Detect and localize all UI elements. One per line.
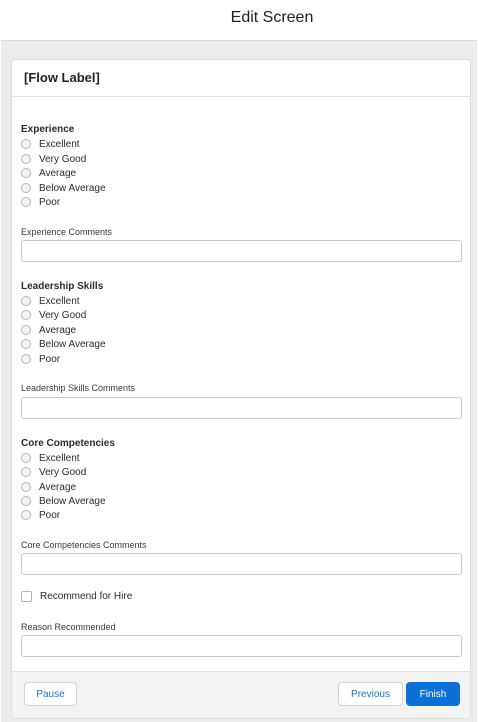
leadership-option-poor[interactable]: [21, 352, 60, 366]
radio-label: Below Average: [39, 182, 106, 194]
radio-icon[interactable]: [21, 168, 31, 178]
radio-icon[interactable]: [21, 339, 31, 349]
radio-label: Average: [39, 167, 77, 179]
radio-icon[interactable]: [21, 453, 31, 463]
radio-icon[interactable]: [21, 325, 31, 335]
radio-icon[interactable]: [21, 139, 31, 149]
reason-recommended-label: Reason Recommended: [21, 622, 116, 632]
radio-label: Poor: [39, 196, 61, 208]
recommend-for-hire-label: Recommend for Hire: [40, 591, 133, 602]
leadership-option-excellent[interactable]: [21, 294, 80, 308]
experience-option-average[interactable]: [21, 166, 76, 180]
radio-label: Very Good: [39, 153, 87, 165]
leadership-option-very-good[interactable]: [21, 308, 86, 322]
radio-icon[interactable]: [21, 183, 31, 193]
radio-icon[interactable]: [21, 197, 31, 207]
radio-icon[interactable]: [21, 510, 31, 520]
core-option-below-average[interactable]: [21, 494, 106, 508]
radio-icon[interactable]: [21, 482, 31, 492]
leadership-comments-label: Leadership Skills Comments: [21, 383, 136, 393]
experience-comments-label: Experience Comments: [21, 227, 113, 237]
radio-label: Average: [39, 481, 77, 493]
core-comments-label: Core Competencies Comments: [21, 540, 147, 550]
flow-screen-card: [11, 59, 471, 719]
radio-label: Very Good: [39, 466, 87, 478]
core-option-excellent[interactable]: [21, 451, 80, 465]
experience-comments-input[interactable]: [21, 240, 462, 262]
radio-label: Poor: [39, 353, 61, 365]
radio-icon[interactable]: [21, 354, 31, 364]
radio-icon[interactable]: [21, 296, 31, 306]
radio-label: Below Average: [39, 338, 106, 350]
radio-label: Excellent: [39, 452, 80, 464]
previous-button[interactable]: Previous: [338, 682, 403, 706]
checkbox-icon[interactable]: [21, 591, 32, 602]
radio-label: Average: [39, 324, 77, 336]
radio-icon[interactable]: [21, 496, 31, 506]
core-competencies-label: Core Competencies: [21, 438, 115, 449]
core-option-poor[interactable]: [21, 508, 60, 522]
top-bar: [0, 0, 478, 40]
finish-button[interactable]: Finish: [406, 682, 460, 706]
experience-option-excellent[interactable]: [21, 137, 80, 151]
leadership-comments-input[interactable]: [21, 397, 462, 419]
radio-icon[interactable]: [21, 467, 31, 477]
leadership-option-average[interactable]: [21, 323, 76, 337]
reason-recommended-input[interactable]: [21, 635, 462, 657]
experience-option-poor[interactable]: [21, 195, 60, 209]
experience-option-very-good[interactable]: [21, 152, 86, 166]
recommend-for-hire-row[interactable]: [21, 591, 132, 602]
experience-label: Experience: [21, 124, 75, 135]
radio-icon[interactable]: [21, 154, 31, 164]
core-option-very-good[interactable]: [21, 465, 86, 479]
radio-label: Excellent: [39, 295, 80, 307]
screen-canvas: [1, 40, 477, 722]
pause-button[interactable]: Pause: [24, 682, 77, 706]
radio-label: Poor: [39, 509, 61, 521]
card-footer: [12, 671, 470, 718]
window-title: Edit Screen: [230, 9, 314, 26]
leadership-skills-label: Leadership Skills: [21, 281, 104, 292]
card-header: [12, 60, 470, 97]
flow-label: [Flow Label]: [24, 70, 100, 85]
radio-label: Below Average: [39, 495, 106, 507]
radio-icon[interactable]: [21, 310, 31, 320]
radio-label: Very Good: [39, 309, 87, 321]
experience-option-below-average[interactable]: [21, 181, 106, 195]
core-comments-input[interactable]: [21, 553, 462, 575]
leadership-option-below-average[interactable]: [21, 337, 106, 351]
radio-label: Excellent: [39, 138, 80, 150]
core-option-average[interactable]: [21, 480, 76, 494]
